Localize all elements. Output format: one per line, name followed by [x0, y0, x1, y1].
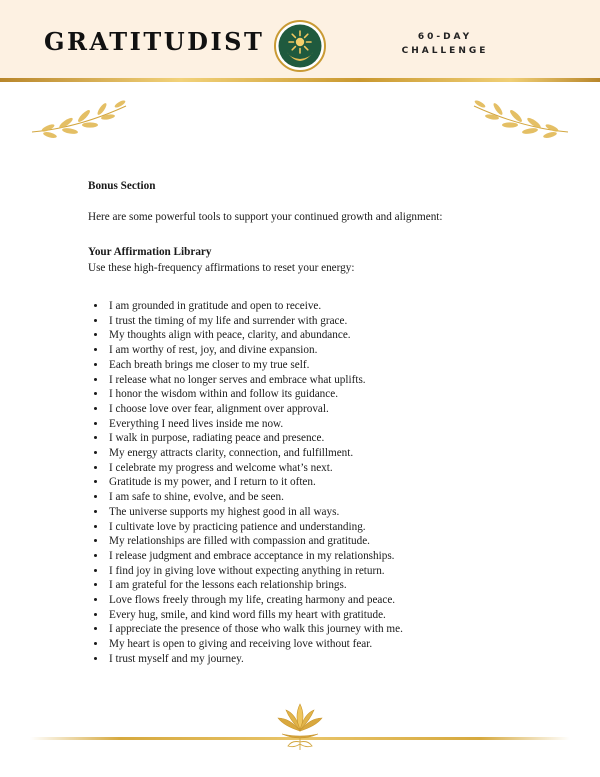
- list-item: • Gratitude is my power, and I return to it often.: [107, 475, 577, 490]
- list-item: • I trust myself and my journey.: [107, 652, 577, 667]
- list-item: • Each breath brings me closer to my true self.: [107, 358, 577, 373]
- list-item: • My heart is open to giving and receiving love without fear.: [107, 637, 577, 652]
- lotus-icon: [272, 700, 328, 752]
- list-item: • I trust the timing of my life and surrender with grace.: [107, 314, 577, 329]
- list-item: • Everything I need lives inside me now.: [107, 417, 577, 432]
- list-item: • I cultivate love by practicing patience and understanding.: [107, 520, 577, 535]
- list-item: • I celebrate my progress and welcome what’s next.: [107, 461, 577, 476]
- list-item: • I am safe to shine, evolve, and be seen.: [107, 490, 577, 505]
- section-title: Bonus Section: [88, 180, 156, 192]
- affirmation-list: [88, 299, 577, 667]
- list-item: • The universe supports my highest good in all ways.: [107, 505, 577, 520]
- list-item: • Every hug, smile, and kind word fills my heart with gratitude.: [107, 608, 577, 623]
- leaf-branch-icon: [28, 98, 130, 142]
- intro-text: Here are some powerful tools to support your continued growth and alignment:: [88, 211, 443, 223]
- list-item: • Love flows freely through my life, creating harmony and peace.: [107, 593, 577, 608]
- list-item: • I release judgment and embrace acceptance in my relationships.: [107, 549, 577, 564]
- library-subtitle: Use these high-frequency affirmations to reset your energy:: [88, 262, 355, 274]
- leaf-branch-icon: [470, 98, 572, 142]
- list-item: • I am grateful for the lessons each relationship brings.: [107, 578, 577, 593]
- library-title: Your Affirmation Library: [88, 246, 212, 258]
- challenge-line-1: 60-DAY: [417, 32, 473, 42]
- list-item: • My relationships are filled with compassion and gratitude.: [107, 534, 577, 549]
- challenge-label: [395, 30, 495, 58]
- sun-in-hands-icon: [274, 20, 326, 72]
- list-item: • I honor the wisdom within and follow its guidance.: [107, 387, 577, 402]
- list-item: • My thoughts align with peace, clarity, and abundance.: [107, 328, 577, 343]
- brand-title: GRATITUDIST: [44, 27, 265, 56]
- challenge-line-2: CHALLENGE: [401, 46, 489, 56]
- list-item: • I find joy in giving love without expecting anything in return.: [107, 564, 577, 579]
- list-item: • I appreciate the presence of those who walk this journey with me.: [107, 622, 577, 637]
- header-gold-rule: [0, 78, 600, 82]
- list-item: • I choose love over fear, alignment over approval.: [107, 402, 577, 417]
- list-item: • I walk in purpose, radiating peace and presence.: [107, 431, 577, 446]
- list-item: • I release what no longer serves and embrace what uplifts.: [107, 373, 577, 388]
- list-item: • My energy attracts clarity, connection, and fulfillment.: [107, 446, 577, 461]
- list-item: • I am worthy of rest, joy, and divine expansion.: [107, 343, 577, 358]
- list-item: • I am grounded in gratitude and open to receive.: [107, 299, 577, 314]
